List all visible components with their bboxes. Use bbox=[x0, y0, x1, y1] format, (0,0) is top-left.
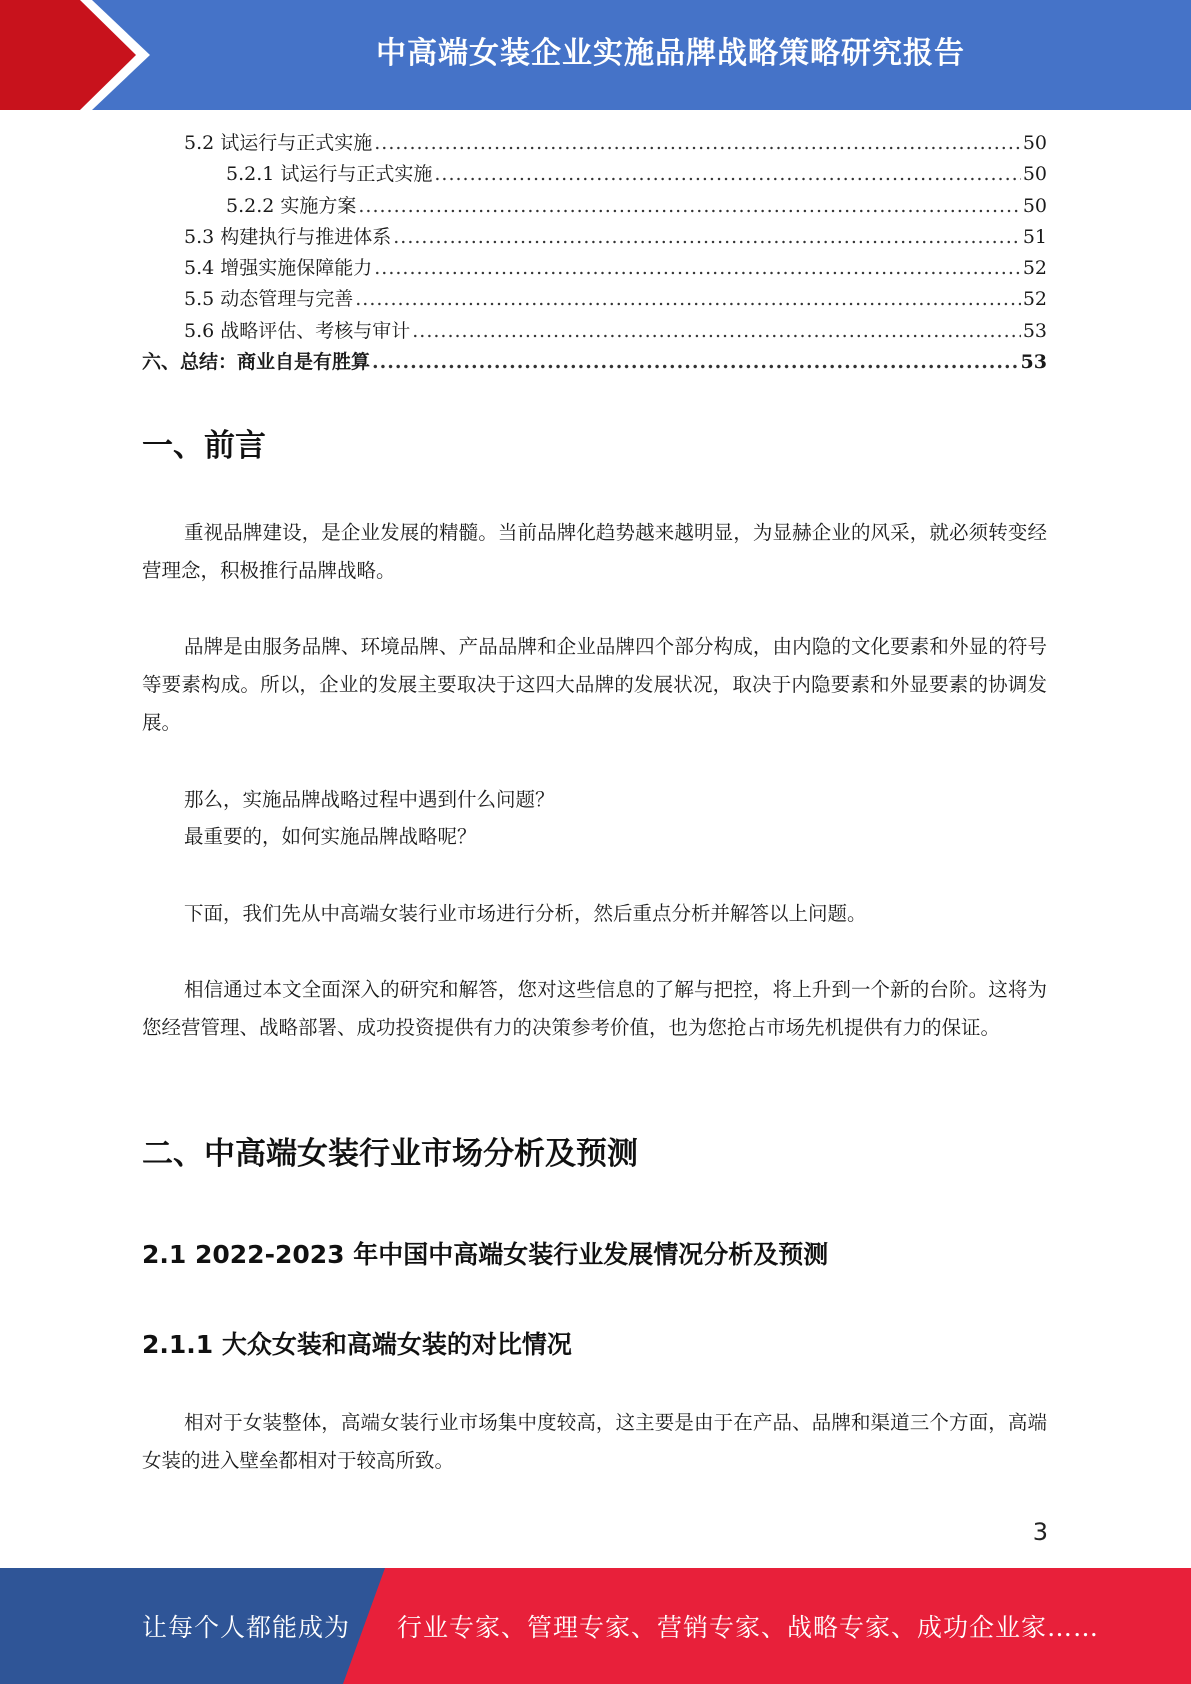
report-title: 中高端女装企业实施品牌战略策略研究报告 bbox=[376, 36, 965, 71]
toc-leader-dots bbox=[372, 351, 1019, 373]
toc-label: 5.6 战略评估、考核与审计 bbox=[184, 319, 411, 342]
toc-entry[interactable] bbox=[142, 191, 1047, 222]
toc-leader-dots bbox=[434, 163, 1020, 185]
paragraph: 重视品牌建设，是企业发展的精髓。当前品牌化趋势越来越明显，为显赫企业的风采，就必须转变经营理念，积极推行品牌战略。 bbox=[142, 521, 1047, 582]
toc-leader-dots bbox=[358, 195, 1020, 217]
section-heading: 二、中高端女装行业市场分析及预测 bbox=[142, 1136, 638, 1172]
question-line: 最重要的，如何实施品牌战略呢？ bbox=[184, 825, 477, 848]
subsection-heading: 2.1 2022-2023 年中国中高端女装行业发展情况分析及预测 bbox=[142, 1240, 829, 1269]
footer-slogan-left: 让每个人都能成为 bbox=[142, 1613, 351, 1642]
footer-slogan-right: 行业专家、管理专家、营销专家、战略专家、成功企业家…… bbox=[397, 1613, 1100, 1642]
page-footer bbox=[0, 1568, 1191, 1684]
toc-page: 51 bbox=[1022, 225, 1047, 248]
toc-leader-dots bbox=[393, 226, 1021, 248]
toc-label: 5.2.1 试运行与正式实施 bbox=[226, 163, 433, 186]
toc-leader-dots bbox=[374, 257, 1021, 279]
toc-page: 53 bbox=[1022, 319, 1047, 342]
toc-entry[interactable] bbox=[142, 347, 1047, 378]
toc-label: 5.5 动态管理与完善 bbox=[184, 288, 354, 311]
toc-page: 50 bbox=[1022, 194, 1047, 217]
toc-label: 5.3 构建执行与推进体系 bbox=[184, 225, 392, 248]
toc-page: 52 bbox=[1022, 288, 1047, 311]
toc-entry[interactable] bbox=[142, 222, 1047, 253]
paragraph: 下面，我们先从中高端女装行业市场进行分析，然后重点分析并解答以上问题。 bbox=[184, 902, 867, 925]
toc-label: 5.4 增强实施保障能力 bbox=[184, 257, 373, 280]
section-heading: 一、前言 bbox=[142, 428, 266, 464]
paragraph: 品牌是由服务品牌、环境品牌、产品品牌和企业品牌四个部分构成，由内隐的文化要素和外显的符号等要素构成。所以，企业的发展主要取决于这四大品牌的发展状况，取决于内隐要素和外显要素的协调发展。 bbox=[142, 635, 1047, 734]
toc-page: 50 bbox=[1022, 163, 1047, 186]
question-line: 那么，实施品牌战略过程中遇到什么问题？ bbox=[184, 788, 555, 811]
toc-label: 5.2 试运行与正式实施 bbox=[184, 132, 373, 154]
table-of-contents bbox=[142, 128, 1047, 378]
toc-page: 52 bbox=[1022, 257, 1047, 280]
paragraph: 相对于女装整体，高端女装行业市场集中度较高，这主要是由于在产品、品牌和渠道三个方面，高端女装的进入壁垒都相对于较高所致。 bbox=[142, 1411, 1047, 1472]
page-number: 3 bbox=[1032, 1518, 1048, 1546]
toc-label: 5.2.2 实施方案 bbox=[226, 194, 357, 217]
subsection-heading: 2.1.1 大众女装和高端女装的对比情况 bbox=[142, 1330, 572, 1359]
toc-leader-dots bbox=[374, 132, 1021, 154]
toc-leader-dots bbox=[355, 288, 1021, 310]
toc-entry[interactable] bbox=[142, 253, 1047, 284]
page-header bbox=[0, 0, 1191, 110]
toc-entry[interactable] bbox=[142, 128, 1047, 159]
toc-entry[interactable] bbox=[142, 316, 1047, 347]
toc-leader-dots bbox=[412, 320, 1021, 342]
toc-page: 53 bbox=[1020, 351, 1047, 374]
toc-entry[interactable] bbox=[142, 284, 1047, 315]
red-chevron-graphic bbox=[0, 0, 150, 110]
toc-entry[interactable] bbox=[142, 159, 1047, 190]
toc-page: 50 bbox=[1022, 132, 1047, 154]
paragraph: 相信通过本文全面深入的研究和解答，您对这些信息的了解与把控，将上升到一个新的台阶。这将为您经营管理、战略部署、成功投资提供有力的决策参考价值，也为您抢占市场先机提供有力的保证。 bbox=[142, 978, 1047, 1039]
toc-label: 六、总结：商业自是有胜算 bbox=[142, 351, 371, 374]
